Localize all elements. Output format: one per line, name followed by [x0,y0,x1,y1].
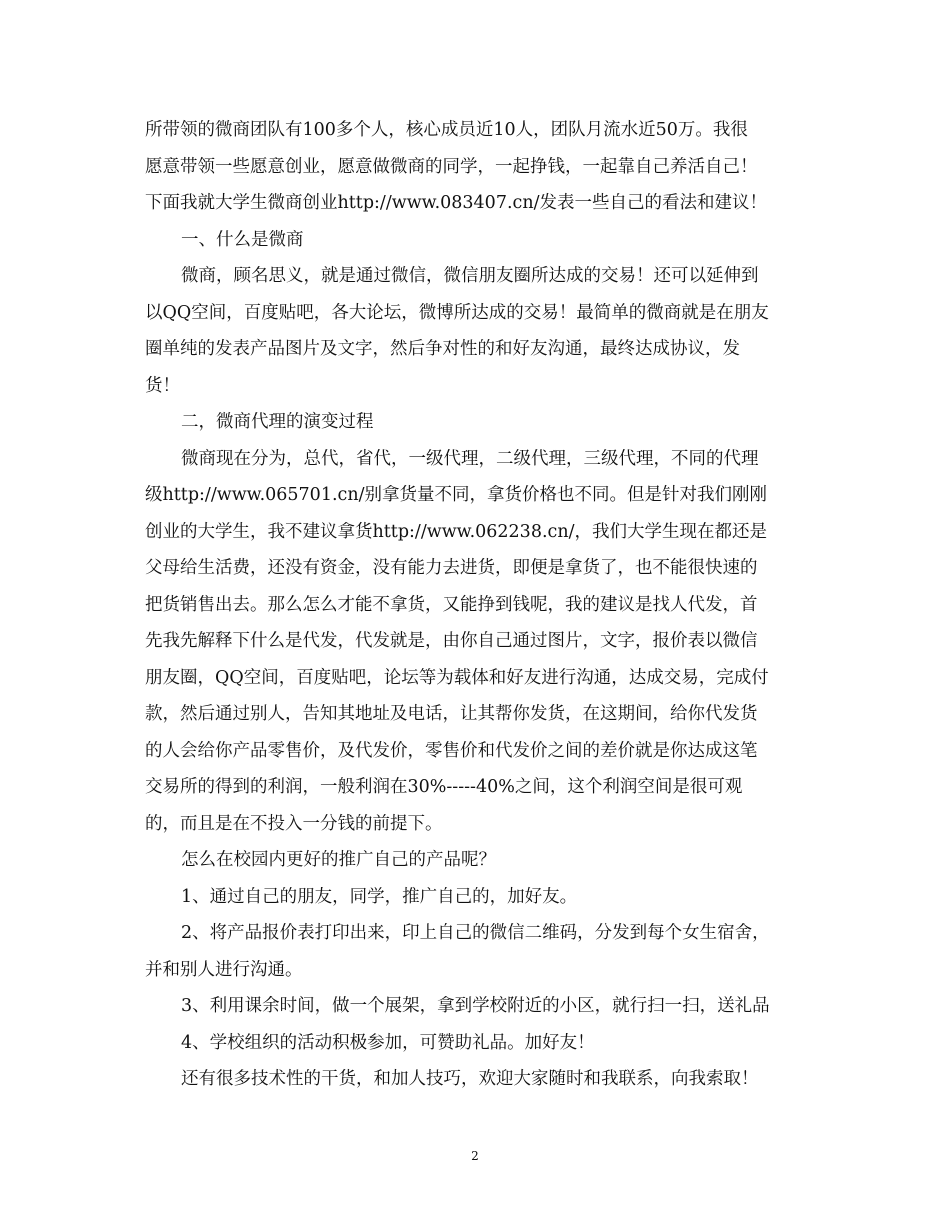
text-line: 愿意带领一些愿意创业，愿意做微商的同学，一起挣钱，一起靠自己养活自己！ [145,156,758,177]
list-item: 2、将产品报价表打印出来，印上自己的微信二维码，分发到每个女生宿舍， [181,923,770,943]
text-line: 的，而且是在不投入一分钱的前提下。 [145,813,443,834]
text-line: 所带领的微商团队有100多个人，核心成员近10人，团队月流水近50万。我很 [145,120,748,140]
text-line: 下面我就大学生微商创业http://www.083407.cn/发表一些自己的看法和建议！ [145,193,767,213]
document-body [145,112,810,1098]
text-line: 圈单纯的发表产品图片及文字，然后争对性的和好友沟通，最终达成协议，发 [145,339,740,359]
text-line: 交易所的得到的利润，一般利润在30%-----40%之间，这个利润空间是很可观 [145,777,743,797]
page-number: 2 [471,1149,479,1163]
text-line: 级http://www.065701.cn/别拿货量不同，拿货价格也不同。但是针对我们刚刚 [145,485,767,505]
text-line: 把货销售出去。那么怎么才能不拿货，又能挣到钱呢，我的建议是找人代发，首 [145,594,758,615]
section-heading: 怎么在校园内更好的推广自己的产品呢？ [181,850,496,870]
text-line: 款，然后通过别人，告知其地址及电话，让其帮你发货，在这期间，给你代发货 [145,704,758,724]
text-line: 先我先解释下什么是代发，代发就是，由你自己通过图片，文字，报价表以微信 [145,631,758,651]
text-line: 微商现在分为，总代，省代，一级代理，二级代理，三级代理，不同的代理 [181,448,759,469]
list-item: 4、学校组织的活动积极参加，可赞助礼品。加好友！ [181,1032,595,1053]
text-line: 并和别人进行沟通。 [145,959,303,980]
text-line: 父母给生活费，还没有资金，没有能力去进货，即便是拿货了，也不能很快速的 [145,558,758,578]
section-heading: 一、什么是微商 [181,229,304,250]
list-item: 1、通过自己的朋友，同学，推广自己的，加好友。 [181,886,578,907]
text-line: 创业的大学生，我不建议拿货http://www.062238.cn/，我们大学生现在都还是 [145,521,767,542]
text-line: 货！ [145,375,180,396]
text-line: 以QQ空间，百度贴吧，各大论坛，微博所达成的交易！最简单的微商就是在朋友 [145,302,769,323]
text-line: 朋友圈，QQ空间，百度贴吧，论坛等为载体和好友进行沟通，达成交易，完成付 [145,667,769,688]
text-line: 的人会给你产品零售价，及代发价，零售价和代发价之间的差价就是你达成这笔 [145,740,758,761]
list-item: 3、利用课余时间，做一个展架，拿到学校附近的小区，就行扫一扫，送礼品 [181,996,770,1016]
text-line: 微商，顾名思义，就是通过微信，微信朋友圈所达成的交易！还可以延伸到 [181,266,759,286]
section-heading: 二，微商代理的演变过程 [181,412,374,432]
text-line: 还有很多技术性的干货，和加人技巧，欢迎大家随时和我联系，向我索取！ [181,1069,759,1089]
